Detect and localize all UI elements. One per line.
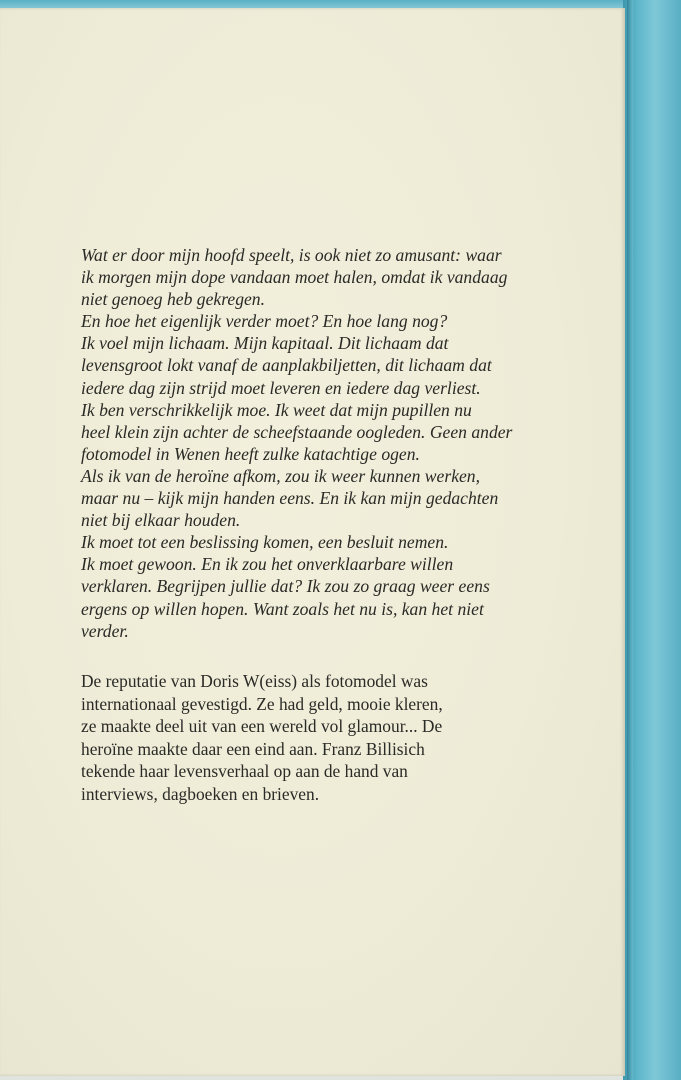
quote-line: niet genoeg heb gekregen.: [81, 289, 266, 310]
blurb-line: ze maakte deel uit van een wereld vol glamour... De: [81, 716, 443, 737]
quote-line: Ik moet tot een beslissing komen, een besluit nemen.: [81, 532, 449, 553]
quote-line: verklaren. Begrijpen jullie dat? Ik zou zo graag weer eens: [81, 576, 490, 597]
quote-line: En hoe het eigenlijk verder moet? En hoe lang nog?: [81, 311, 448, 332]
quote-line: Als ik van de heroïne afkom, zou ik weer kunnen werken,: [81, 465, 481, 486]
quote-line: heel klein zijn achter de scheefstaande oogleden. Geen ander: [81, 421, 513, 442]
blurb-line: De reputatie van Doris W(eiss) als fotomodel was: [81, 671, 428, 691]
quote-line: Ik moet gewoon. En ik zou het onverklaarbare willen: [81, 554, 454, 575]
quote-line: levensgroot lokt vanaf de aanplakbiljetten, dit lichaam dat: [81, 355, 492, 376]
book-blurb: [81, 670, 581, 806]
quote-line: fotomodel in Wenen heeft zulke katachtige ogen.: [81, 443, 420, 464]
spine-edge: [627, 0, 633, 1080]
quote-line: verder.: [81, 620, 129, 641]
blurb-line: interviews, dagboeken en brieven.: [81, 783, 320, 804]
quote-line: Wat er door mijn hoofd speelt, is ook niet zo amusant: waar: [81, 245, 502, 265]
quote-line: iedere dag zijn strijd moet leveren en iedere dag verliest.: [81, 377, 481, 398]
blurb-line: heroïne maakte daar een eind aan. Franz Billisich: [81, 738, 425, 759]
quote-line: niet bij elkaar houden.: [81, 510, 241, 531]
quote-excerpt: [81, 244, 581, 642]
quote-line: Ik ben verschrikkelijk moe. Ik weet dat mijn pupillen nu: [81, 399, 472, 420]
quote-line: ergens op willen hopen. Want zoals het nu is, kan het niet: [81, 598, 484, 619]
blurb-line: internationaal gevestigd. Ze had geld, mooie kleren,: [81, 693, 443, 714]
quote-line: maar nu – kijk mijn handen eens. En ik kan mijn gedachten: [81, 488, 499, 509]
quote-line: ik morgen mijn dope vandaan moet halen, omdat ik vandaag: [81, 267, 508, 288]
blurb-line: tekende haar levensverhaal op aan de hand van: [81, 761, 408, 782]
quote-line: Ik voel mijn lichaam. Mijn kapitaal. Dit lichaam dat: [81, 333, 449, 354]
